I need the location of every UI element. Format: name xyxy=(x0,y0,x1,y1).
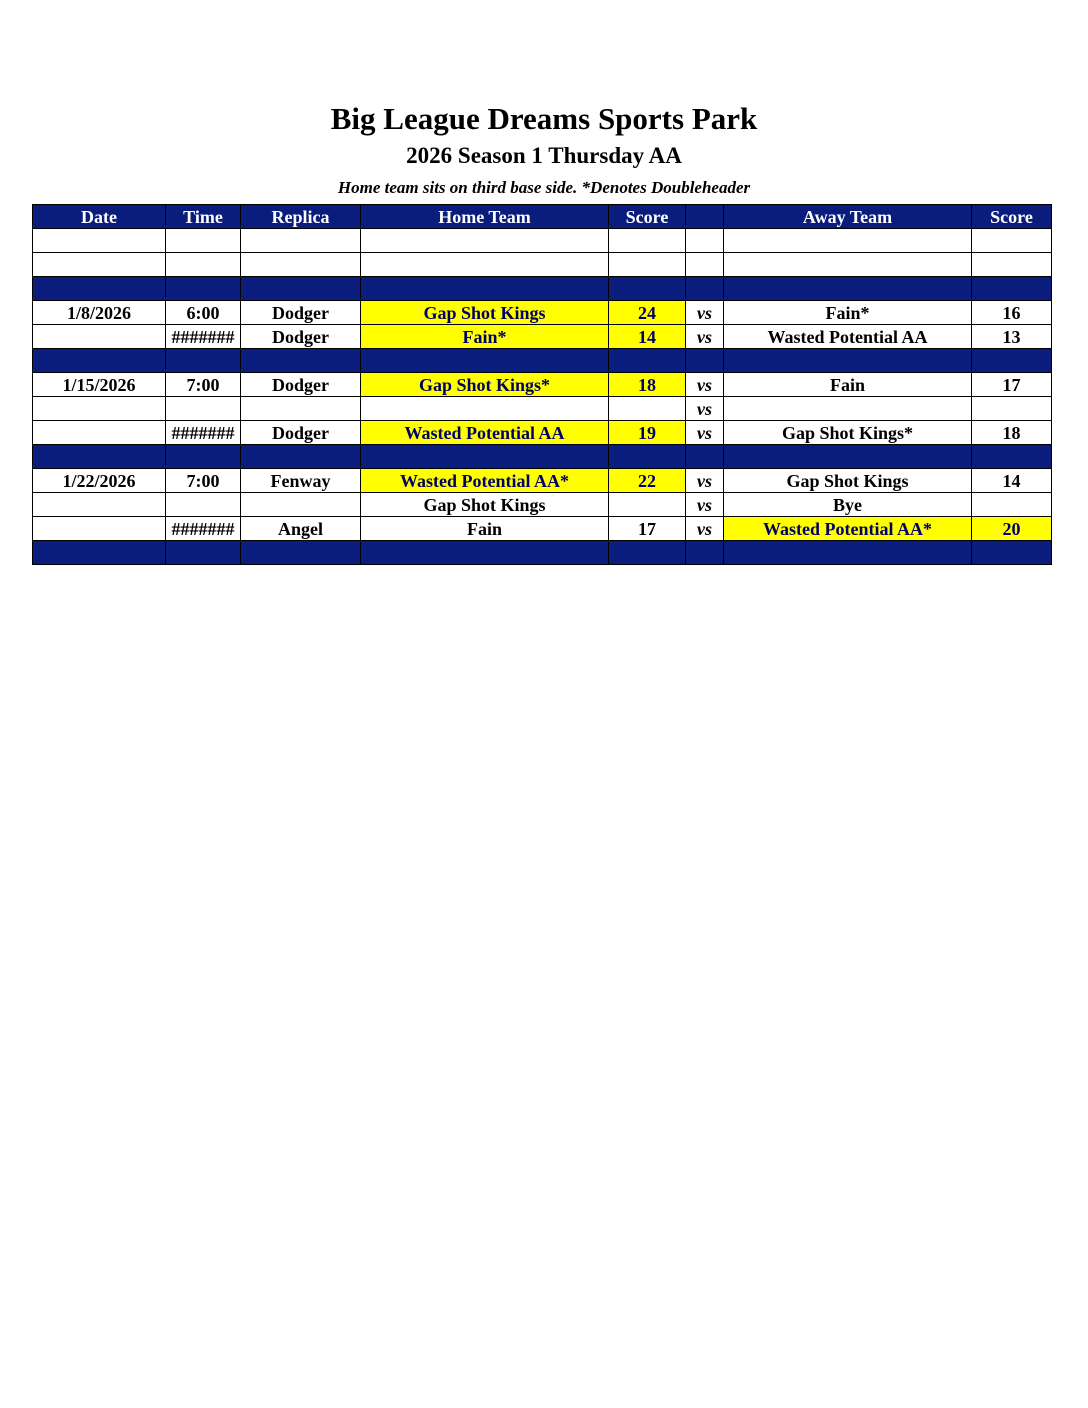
away-score-cell xyxy=(972,445,1052,469)
replica-cell xyxy=(241,349,361,373)
time-cell xyxy=(166,253,241,277)
page-subtitle: 2026 Season 1 Thursday AA xyxy=(406,143,682,168)
replica-cell xyxy=(241,493,361,517)
vs-cell: vs xyxy=(686,373,724,397)
home-team-cell xyxy=(361,541,609,565)
vs-cell xyxy=(686,349,724,373)
schedule-table xyxy=(32,204,1052,565)
replica-cell xyxy=(241,253,361,277)
blank-row xyxy=(33,229,1052,253)
home-team-cell: Gap Shot Kings xyxy=(361,301,609,325)
game-row xyxy=(33,469,1052,493)
home-score-cell xyxy=(609,541,686,565)
away-score-cell: 16 xyxy=(972,301,1052,325)
game-row xyxy=(33,421,1052,445)
date-cell xyxy=(33,421,166,445)
week-separator-row xyxy=(33,349,1052,373)
away-team-cell: Gap Shot Kings xyxy=(724,469,972,493)
date-cell xyxy=(33,397,166,421)
home-score-cell xyxy=(609,253,686,277)
home-team-cell xyxy=(361,253,609,277)
replica-cell xyxy=(241,445,361,469)
home-score-cell xyxy=(609,349,686,373)
away-score-cell: 13 xyxy=(972,325,1052,349)
replica-cell xyxy=(241,229,361,253)
home-team-cell: Wasted Potential AA xyxy=(361,421,609,445)
date-cell xyxy=(33,277,166,301)
away-score-cell xyxy=(972,397,1052,421)
home-team-cell xyxy=(361,229,609,253)
game-row xyxy=(33,517,1052,541)
away-team-cell: Bye xyxy=(724,493,972,517)
away-team-cell xyxy=(724,349,972,373)
home-score-cell: 18 xyxy=(609,373,686,397)
date-cell xyxy=(33,253,166,277)
away-team-cell xyxy=(724,277,972,301)
time-cell: 7:00 xyxy=(166,469,241,493)
col-away-score: Score xyxy=(972,205,1052,229)
time-cell xyxy=(166,229,241,253)
away-score-cell xyxy=(972,493,1052,517)
vs-cell xyxy=(686,541,724,565)
time-cell xyxy=(166,541,241,565)
home-score-cell xyxy=(609,445,686,469)
replica-cell: Dodger xyxy=(241,421,361,445)
col-away-team: Away Team xyxy=(724,205,972,229)
home-score-cell xyxy=(609,493,686,517)
vs-cell xyxy=(686,253,724,277)
game-row xyxy=(33,397,1052,421)
date-cell xyxy=(33,541,166,565)
game-row xyxy=(33,301,1052,325)
away-score-cell: 20 xyxy=(972,517,1052,541)
week-separator-row xyxy=(33,277,1052,301)
home-score-cell: 19 xyxy=(609,421,686,445)
home-score-cell: 14 xyxy=(609,325,686,349)
home-team-cell: Gap Shot Kings* xyxy=(361,373,609,397)
away-team-cell: Wasted Potential AA xyxy=(724,325,972,349)
home-team-cell xyxy=(361,397,609,421)
away-score-cell xyxy=(972,229,1052,253)
home-team-cell: Fain* xyxy=(361,325,609,349)
time-cell xyxy=(166,445,241,469)
home-score-cell xyxy=(609,229,686,253)
home-score-cell: 22 xyxy=(609,469,686,493)
replica-cell xyxy=(241,397,361,421)
home-team-cell: Fain xyxy=(361,517,609,541)
away-score-cell: 18 xyxy=(972,421,1052,445)
home-score-cell xyxy=(609,277,686,301)
vs-cell: vs xyxy=(686,397,724,421)
col-home-score: Score xyxy=(609,205,686,229)
date-cell xyxy=(33,517,166,541)
away-team-cell: Wasted Potential AA* xyxy=(724,517,972,541)
col-home-team: Home Team xyxy=(361,205,609,229)
game-row xyxy=(33,325,1052,349)
away-score-cell xyxy=(972,277,1052,301)
time-cell: ####### xyxy=(166,517,241,541)
date-cell xyxy=(33,493,166,517)
date-cell: 1/22/2026 xyxy=(33,469,166,493)
game-row xyxy=(33,373,1052,397)
home-score-cell xyxy=(609,397,686,421)
vs-cell: vs xyxy=(686,325,724,349)
away-team-cell: Gap Shot Kings* xyxy=(724,421,972,445)
blank-row xyxy=(33,253,1052,277)
replica-cell: Fenway xyxy=(241,469,361,493)
date-cell: 1/15/2026 xyxy=(33,373,166,397)
away-team-cell xyxy=(724,229,972,253)
col-vs xyxy=(686,205,724,229)
vs-cell: vs xyxy=(686,469,724,493)
away-team-cell xyxy=(724,445,972,469)
game-row xyxy=(33,493,1052,517)
time-cell xyxy=(166,349,241,373)
doubleheader-note: Home team sits on third base side. *Denotes Doubleheader xyxy=(337,178,751,197)
header-row xyxy=(33,205,1052,229)
away-score-cell: 14 xyxy=(972,469,1052,493)
vs-cell: vs xyxy=(686,517,724,541)
replica-cell xyxy=(241,277,361,301)
home-team-cell xyxy=(361,349,609,373)
time-cell: 6:00 xyxy=(166,301,241,325)
time-cell xyxy=(166,397,241,421)
week-separator-row xyxy=(33,541,1052,565)
away-team-cell xyxy=(724,541,972,565)
replica-cell: Dodger xyxy=(241,325,361,349)
col-date: Date xyxy=(33,205,166,229)
vs-cell xyxy=(686,229,724,253)
time-cell xyxy=(166,493,241,517)
away-team-cell xyxy=(724,253,972,277)
away-score-cell: 17 xyxy=(972,373,1052,397)
home-score-cell: 24 xyxy=(609,301,686,325)
vs-cell xyxy=(686,277,724,301)
vs-cell: vs xyxy=(686,493,724,517)
away-score-cell xyxy=(972,349,1052,373)
date-cell xyxy=(33,229,166,253)
date-cell xyxy=(33,325,166,349)
time-cell: 7:00 xyxy=(166,373,241,397)
week-separator-row xyxy=(33,445,1052,469)
away-team-cell: Fain* xyxy=(724,301,972,325)
time-cell xyxy=(166,277,241,301)
date-cell: 1/8/2026 xyxy=(33,301,166,325)
time-cell: ####### xyxy=(166,325,241,349)
date-cell xyxy=(33,445,166,469)
vs-cell xyxy=(686,445,724,469)
schedule-body xyxy=(33,229,1052,565)
away-team-cell xyxy=(724,397,972,421)
home-team-cell xyxy=(361,277,609,301)
replica-cell: Angel xyxy=(241,517,361,541)
home-team-cell: Wasted Potential AA* xyxy=(361,469,609,493)
home-score-cell: 17 xyxy=(609,517,686,541)
date-cell xyxy=(33,349,166,373)
home-team-cell: Gap Shot Kings xyxy=(361,493,609,517)
away-score-cell xyxy=(972,253,1052,277)
replica-cell: Dodger xyxy=(241,373,361,397)
replica-cell: Dodger xyxy=(241,301,361,325)
replica-cell xyxy=(241,541,361,565)
vs-cell: vs xyxy=(686,421,724,445)
col-replica: Replica xyxy=(241,205,361,229)
time-cell: ####### xyxy=(166,421,241,445)
vs-cell: vs xyxy=(686,301,724,325)
col-time: Time xyxy=(166,205,241,229)
away-score-cell xyxy=(972,541,1052,565)
page-title: Big League Dreams Sports Park xyxy=(330,101,758,136)
away-team-cell: Fain xyxy=(724,373,972,397)
home-team-cell xyxy=(361,445,609,469)
